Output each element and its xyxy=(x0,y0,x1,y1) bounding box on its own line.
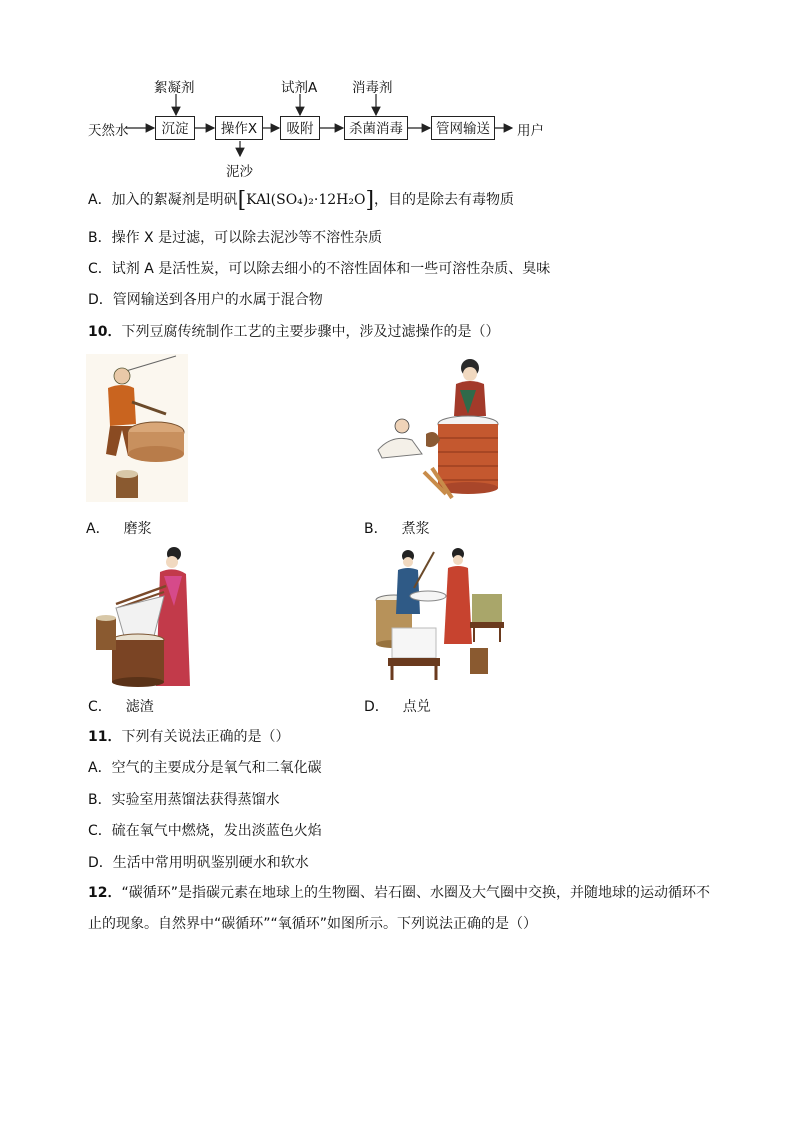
q9-option-d: D．管网输送到各用户的水属于混合物 xyxy=(88,292,323,308)
flow-box-pipeline: 管网输送 xyxy=(431,116,495,140)
q11-option-c: C．硫在氧气中燃烧，发出淡蓝色火焰 xyxy=(88,823,322,839)
flow-box-sedimentation: 沉淀 xyxy=(155,116,195,140)
flow-start: 天然水 xyxy=(88,123,129,139)
q9-option-c: C．试剂 A 是活性炭，可以除去细小的不溶性固体和一些可溶性杂质、臭味 xyxy=(88,261,551,277)
q10-option-d: D． 点兑 xyxy=(364,699,431,715)
illustration-grinding xyxy=(86,354,188,502)
q10-stem: 10．下列豆腐传统制作工艺的主要步骤中，涉及过滤操作的是（） xyxy=(88,324,500,340)
q9-option-b: B．操作 X 是过滤，可以除去泥沙等不溶性杂质 xyxy=(88,230,383,246)
q9-option-a: A．加入的絮凝剂是明矾[KAl(SO₄)₂·12H₂O]，目的是除去有毒物质 xyxy=(88,188,515,213)
flow-input-disinfectant: 消毒剂 xyxy=(352,80,393,96)
illustration-boiling xyxy=(372,354,504,504)
q11-option-b: B．实验室用蒸馏法获得蒸馏水 xyxy=(88,792,280,808)
flow-input-flocculant: 絮凝剂 xyxy=(154,80,195,96)
q11-option-a: A．空气的主要成分是氧气和二氧化碳 xyxy=(88,760,322,776)
q12-stem-line2: 止的现象。自然界中“碳循环”“氧循环”如图所示。下列说法正确的是（） xyxy=(88,916,538,932)
flow-output-sediment: 泥沙 xyxy=(226,164,253,180)
flow-end: 用户 xyxy=(517,123,544,139)
q10-option-b: B． 煮浆 xyxy=(364,521,430,537)
q11-option-d: D．生活中常用明矾鉴别硬水和软水 xyxy=(88,855,309,871)
q12-stem-line1: 12．“碳循环”是指碳元素在地球上的生物圈、岩石圈、水圈及大气圈中交换，并随地球的运动循环不 xyxy=(88,885,710,901)
flow-box-operation-x: 操作X xyxy=(215,116,263,140)
q10-option-a: A． 磨浆 xyxy=(86,521,152,537)
q10-option-c: C． 滤渣 xyxy=(88,699,154,715)
illustration-filtering xyxy=(94,546,190,688)
q11-stem: 11．下列有关说法正确的是（） xyxy=(88,729,290,745)
illustration-coagulating xyxy=(372,544,506,682)
flow-input-reagent-a: 试剂A xyxy=(281,80,318,96)
flow-box-adsorption: 吸附 xyxy=(280,116,320,140)
flow-box-disinfection: 杀菌消毒 xyxy=(344,116,408,140)
